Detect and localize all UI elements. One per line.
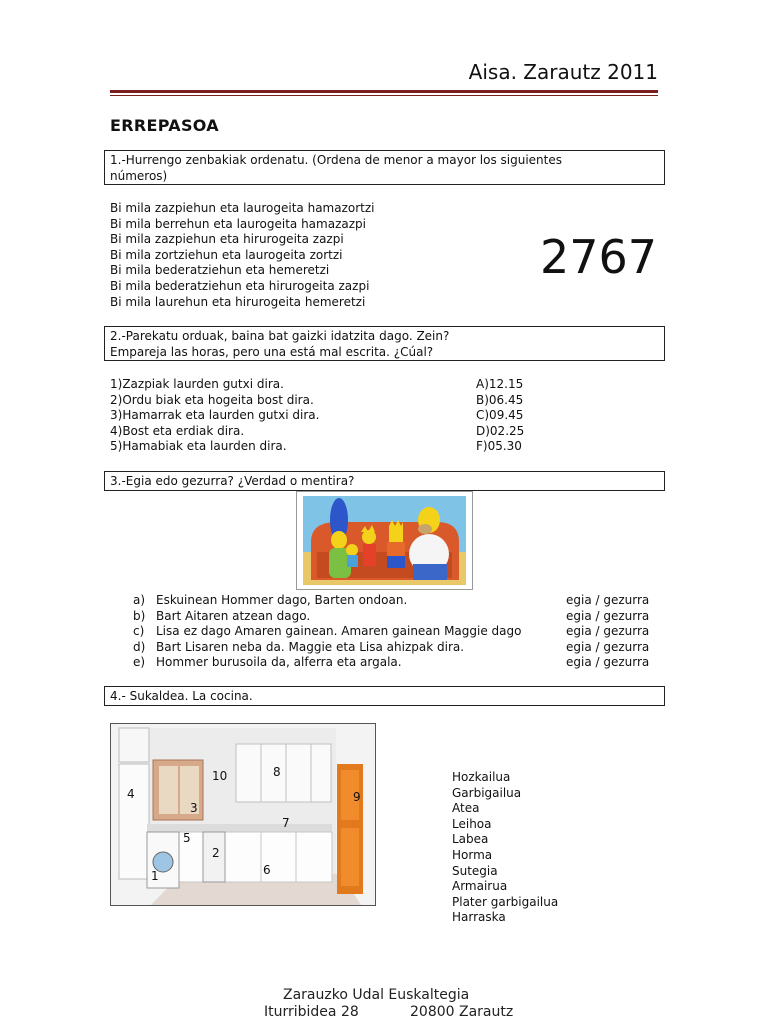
statement: Lisa ez dago Amaren gainean. Amaren gainean Maggie dago <box>156 624 522 639</box>
statement: Eskuinean Hommer dago, Barten ondoan. <box>156 593 408 607</box>
true-false-list <box>133 593 649 671</box>
example-number: 2767 <box>540 230 658 284</box>
kitchen-number-label: 1 <box>151 869 159 883</box>
kitchen-word: Plater garbigailua <box>452 894 559 909</box>
kitchen-number-label: 6 <box>263 863 271 877</box>
number-text-item: Bi mila laurehun eta hirurogeita hemeretzi <box>110 294 366 309</box>
true-false-item <box>133 609 649 625</box>
exercise-4-prompt: 4.- Sukaldea. La cocina. <box>110 689 253 703</box>
kitchen-word: Leihoa <box>452 816 492 831</box>
exercise-1-prompt-line2: números) <box>110 169 168 183</box>
answer-choice[interactable]: egia / gezurra <box>566 655 650 670</box>
footer-address: Iturribidea 28 <box>264 1004 359 1020</box>
number-text-item: Bi mila zazpiehun eta laurogeita hamazortzi <box>110 201 375 215</box>
kitchen-number-label: 9 <box>353 790 361 804</box>
number-text-item: Bi mila zazpiehun eta hirurogeita zazpi <box>110 232 344 247</box>
exercise-1-list <box>110 201 375 310</box>
kitchen-word: Sutegia <box>452 863 498 878</box>
statement: Bart Lisaren neba da. Maggie eta Lisa ahizpak dira. <box>156 639 465 654</box>
time-value-item: F)05.30 <box>476 439 522 454</box>
number-text-item: Bi mila bederatziehun eta hemeretzi <box>110 263 330 278</box>
kitchen-number-label: 10 <box>212 769 228 783</box>
header-title: Aisa. Zarautz 2011 <box>468 60 658 84</box>
kitchen-word: Labea <box>452 832 489 847</box>
footer-postcode: 20800 Zarautz <box>410 1004 514 1020</box>
header-rule <box>110 90 658 93</box>
simpsons-family-image <box>296 491 473 590</box>
header-rule-thin <box>110 95 658 96</box>
exercise-1-prompt-box <box>104 150 665 185</box>
exercise-2-left-list <box>110 377 319 455</box>
exercise-2-right-list <box>476 377 524 455</box>
main-title: ERREPASOA <box>110 116 219 135</box>
kitchen-word: Horma <box>452 847 493 862</box>
time-phrase-item: 2)Ordu biak eta hogeita bost dira. <box>110 392 314 407</box>
kitchen-word: Hozkailua <box>452 770 511 784</box>
time-value-item: B)06.45 <box>476 392 524 407</box>
time-value-item: A)12.15 <box>476 377 524 391</box>
exercise-2-prompt-line2: Empareja las horas, pero una está mal escrita. ¿Cúal? <box>110 345 434 359</box>
kitchen-number-label: 5 <box>183 831 191 845</box>
answer-choice[interactable]: egia / gezurra <box>566 624 650 639</box>
item-letter: a) <box>133 593 146 607</box>
footer-school-name: Zarauzko Udal Euskaltegia <box>283 987 470 1003</box>
exercise-1-prompt-line1: 1.-Hurrengo zenbakiak ordenatu. (Ordena de menor a mayor los siguientes <box>110 153 563 167</box>
answer-choice[interactable]: egia / gezurra <box>566 593 650 607</box>
kitchen-word-list <box>452 770 558 926</box>
exercise-4-prompt-box <box>104 686 665 706</box>
item-letter: d) <box>133 639 146 654</box>
kitchen-number-label: 4 <box>127 787 135 801</box>
statement: Hommer burusoila da, alferra eta argala. <box>156 655 402 670</box>
item-letter: e) <box>133 655 146 670</box>
kitchen-number-label: 8 <box>273 765 281 779</box>
item-letter: b) <box>133 608 146 623</box>
statement: Bart Aitaren atzean dago. <box>156 608 311 623</box>
time-value-item: D)02.25 <box>476 423 525 438</box>
number-text-item: Bi mila berrehun eta laurogeita hamazazpi <box>110 216 366 231</box>
answer-choice[interactable]: egia / gezurra <box>566 608 650 623</box>
exercise-2-prompt-box <box>104 326 665 361</box>
kitchen-word: Atea <box>452 801 480 816</box>
time-phrase-item: 5)Hamabiak eta laurden dira. <box>110 439 287 454</box>
kitchen-number-label: 7 <box>282 816 290 830</box>
exercise-3-prompt: 3.-Egia edo gezurra? ¿Verdad o mentira? <box>110 474 355 488</box>
simpsons-illustration <box>297 492 472 589</box>
time-phrase-item: 4)Bost eta erdiak dira. <box>110 423 245 438</box>
kitchen-number-label: 3 <box>190 801 198 815</box>
number-text-item: Bi mila bederatziehun eta hirurogeita zazpi <box>110 278 370 293</box>
item-letter: c) <box>133 624 145 639</box>
true-false-item <box>133 655 649 671</box>
time-value-item: C)09.45 <box>476 408 524 423</box>
time-phrase-item: 1)Zazpiak laurden gutxi dira. <box>110 377 284 391</box>
kitchen-number-label: 2 <box>212 846 220 860</box>
kitchen-word: Garbigailua <box>452 785 522 800</box>
number-text-item: Bi mila zortziehun eta laurogeita zortzi <box>110 247 343 262</box>
true-false-item <box>133 640 649 656</box>
kitchen-word: Armairua <box>452 879 508 894</box>
time-phrase-item: 3)Hamarrak eta laurden gutxi dira. <box>110 408 320 423</box>
answer-choice[interactable]: egia / gezurra <box>566 639 650 654</box>
kitchen-image <box>110 723 376 906</box>
kitchen-word: Harraska <box>452 910 506 925</box>
true-false-item <box>133 624 649 640</box>
exercise-3-prompt-box <box>104 471 665 491</box>
true-false-item <box>133 593 649 609</box>
exercise-2-prompt-line1: 2.-Parekatu orduak, baina bat gaizki idatzita dago. Zein? <box>110 329 450 343</box>
